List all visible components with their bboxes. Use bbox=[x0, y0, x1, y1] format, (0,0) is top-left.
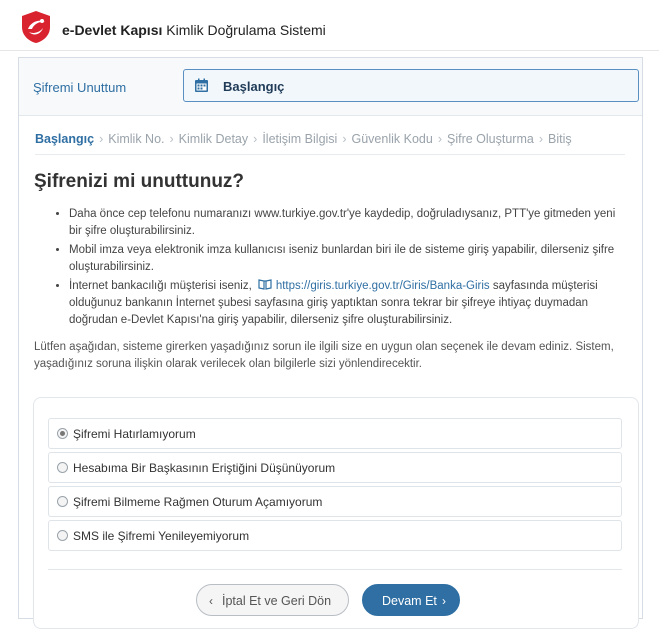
chevron-right-icon: › bbox=[253, 132, 258, 146]
chevron-right-icon: › bbox=[342, 132, 347, 146]
step-breadcrumb bbox=[35, 132, 625, 155]
info-item-phone: • Daha önce cep telefonu numaranızı www.turkiye.gov.tr'ye kaydedip, doğruladıysanız, PTT'ye gitmeden yeni bir şifre oluşturabilirsiniz. bbox=[69, 206, 628, 240]
radio-unselected[interactable] bbox=[57, 530, 68, 541]
current-step-value: Başlangıç bbox=[223, 79, 285, 94]
e-devlet-logo-icon[interactable] bbox=[19, 10, 53, 44]
option-sms-renew-failed[interactable] bbox=[48, 520, 622, 551]
page-section-label: Şifremi Unuttum bbox=[33, 80, 127, 95]
chevron-right-icon: › bbox=[437, 132, 442, 146]
brand-bold: e-Devlet Kapısı bbox=[62, 22, 163, 38]
option-label: Hesabıma Bir Başkasının Eriştiğini Düşünüyorum bbox=[73, 461, 336, 475]
banking-text-pre: İnternet bankacılığı müşterisi iseniz, bbox=[69, 280, 252, 292]
chevron-right-icon: › bbox=[99, 132, 104, 146]
app-title bbox=[62, 22, 326, 38]
info-list bbox=[34, 206, 628, 331]
option-label: Şifremi Hatırlamıyorum bbox=[73, 427, 196, 441]
book-link-icon bbox=[258, 279, 272, 290]
calendar-icon bbox=[194, 78, 209, 93]
problem-options-panel bbox=[33, 397, 639, 629]
step-sifre-olusturma: Şifre Oluşturma bbox=[446, 132, 534, 146]
option-forgot-password[interactable] bbox=[48, 418, 622, 449]
chevron-right-icon: › bbox=[538, 132, 543, 146]
page-title: Şifrenizi mi unuttunuz? bbox=[34, 171, 245, 192]
chevron-right-icon: › bbox=[442, 594, 446, 608]
radio-selected[interactable] bbox=[57, 428, 68, 439]
option-label: Şifremi Bilmeme Rağmen Oturum Açamıyorum bbox=[73, 495, 323, 509]
continue-button[interactable] bbox=[362, 584, 460, 616]
top-bar bbox=[0, 0, 659, 51]
page-header bbox=[19, 58, 642, 116]
step-guvenlik-kodu: Güvenlik Kodu bbox=[351, 132, 433, 146]
divider bbox=[48, 569, 622, 570]
step-baslangic: Başlangıç bbox=[35, 132, 95, 146]
option-cannot-login[interactable] bbox=[48, 486, 622, 517]
brand-subtitle: Kimlik Doğrulama Sistemi bbox=[162, 22, 326, 38]
chevron-right-icon: › bbox=[169, 132, 174, 146]
chevron-left-icon: ‹ bbox=[209, 594, 213, 608]
banking-text-post: sayfasında müşterisi olduğunuz bankanın İnternet şubesi sayfasına giriş yaptıktan sonra tekrar bir şifreye ihtiyaç duymadan doğrudan e-Devlet Kapısı'na giriş yapabilir, dilerseniz şifre oluşturabilirsiniz. bbox=[69, 280, 598, 326]
intro-text: Lütfen aşağıdan, sisteme girerken yaşadığınız sorun ile ilgili size en uygun olan seçenek ile devam ediniz. Sistem, yaşadığınız soruna ilişkin olarak verilecek olan bilgilerle sizi yönlendirecektir. bbox=[34, 341, 614, 370]
step-kimlik-no: Kimlik No. bbox=[108, 132, 165, 146]
option-account-compromised[interactable] bbox=[48, 452, 622, 483]
main-card bbox=[18, 57, 643, 619]
option-label: SMS ile Şifremi Yenileyemiyorum bbox=[73, 529, 250, 543]
step-bitis: Bitiş bbox=[548, 132, 572, 146]
info-item-banking bbox=[69, 278, 628, 329]
cancel-button-label: İptal Et ve Geri Dön bbox=[222, 594, 332, 608]
continue-button-label: Devam Et bbox=[382, 594, 437, 608]
radio-unselected[interactable] bbox=[57, 462, 68, 473]
step-kimlik-detay: Kimlik Detay bbox=[178, 132, 249, 146]
current-step-field bbox=[183, 69, 639, 102]
info-item-e-signature: • Mobil imza veya elektronik imza kullanıcısı iseniz bunlardan biri ile de sisteme giriş yapabilir, dilerseniz şifre oluşturabilirsiniz. bbox=[69, 242, 628, 276]
step-iletisim-bilgisi: İletişim Bilgisi bbox=[262, 132, 338, 146]
radio-unselected[interactable] bbox=[57, 496, 68, 507]
bank-login-link[interactable]: https://giris.turkiye.gov.tr/Giris/Banka-Giris bbox=[275, 280, 490, 292]
cancel-and-back-button[interactable] bbox=[196, 584, 349, 616]
